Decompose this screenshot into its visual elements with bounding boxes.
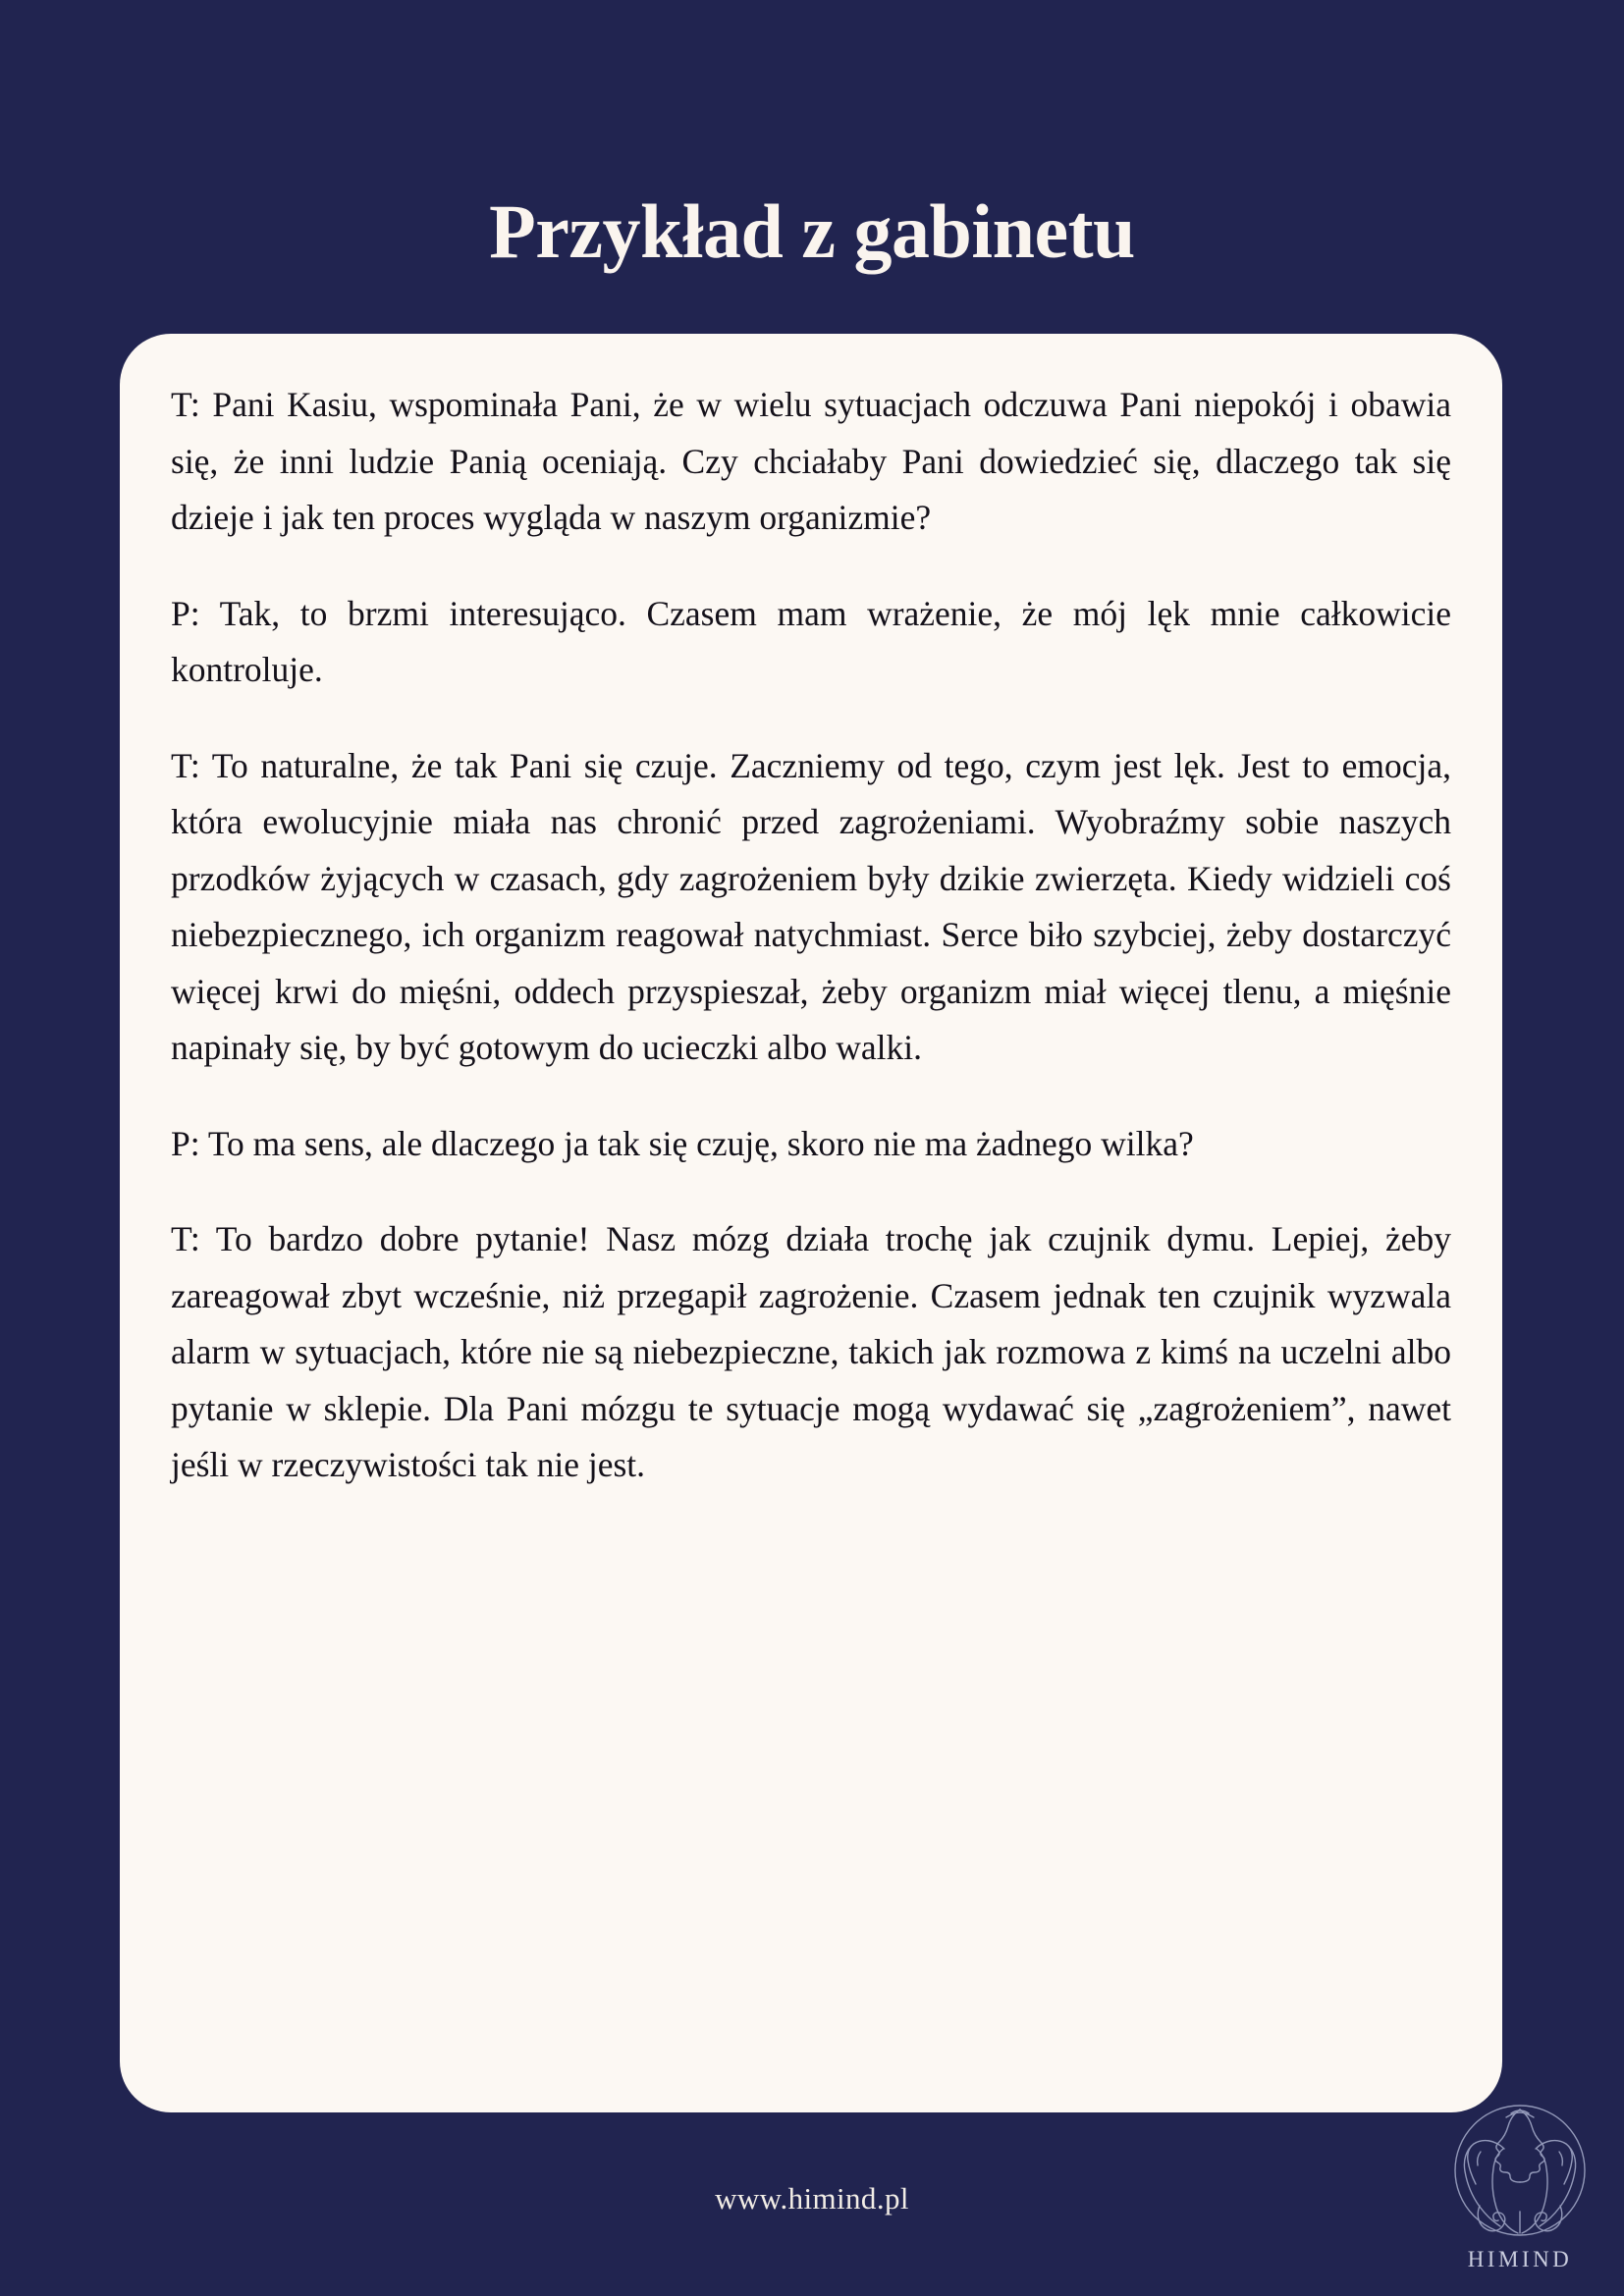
transcript-paragraph: T: To naturalne, że tak Pani się czuje. Zaczniemy od tego, czym jest lęk. Jest to emocja, która ewolucyjnie miała nas chronić przed zagrożeniami. Wyobraźmy sobie naszych przodków żyjących w czasach, gdy zagrożeniem były dzikie zwierzęta. Kiedy widzieli coś niebezpiecznego, ich organizm reagował natychmiast. Serce biło szybciej, żeby dostarczyć więcej krwi do mięśni, oddech przyspieszał, żeby organizm miał więcej tlenu, a mięśnie napinały się, by być gotowym do ucieczki albo walki.	[171, 745, 1451, 1067]
page-title: Przykład z gabinetu	[489, 188, 1135, 275]
transcript-paragraph: T: Pani Kasiu, wspominała Pani, że w wielu sytuacjach odczuwa Pani niepokój i obawia się, że inni ludzie Panią oceniają. Czy chciałaby Pani dowiedzieć się, dlaczego tak się dzieje i jak ten proces wygląda w naszym organizmie?	[171, 385, 1451, 537]
transcript-paragraph: P: To ma sens, ale dlaczego ja tak się czuję, skoro nie ma żadnego wilka?	[171, 1123, 1194, 1163]
transcript-paragraph: P: Tak, to brzmi interesująco. Czasem mam wrażenie, że mój lęk mnie całkowicie kontroluje.	[171, 593, 1451, 689]
himind-wordmark: HIMIND	[1467, 2247, 1573, 2271]
himind-logo	[1434, 2096, 1606, 2288]
footer-website-url: www.himind.pl	[715, 2181, 909, 2216]
transcript-body	[171, 377, 1451, 1494]
transcript-card	[120, 334, 1502, 2112]
himind-lotus-faces-icon	[1434, 2096, 1606, 2253]
transcript-paragraph: T: To bardzo dobre pytanie! Nasz mózg działa trochę jak czujnik dymu. Lepiej, żeby zareagował zbyt wcześnie, niż przegapił zagrożenie. Czasem jednak ten czujnik wyzwala alarm w sytuacjach, które nie są niebezpieczne, takich jak rozmowa z kimś na uczelni albo pytanie w sklepie. Dla Pani mózgu te sytuacje mogą wydawać się „zagrożeniem”, nawet jeśli w rzeczywistości tak nie jest.	[171, 1219, 1451, 1484]
